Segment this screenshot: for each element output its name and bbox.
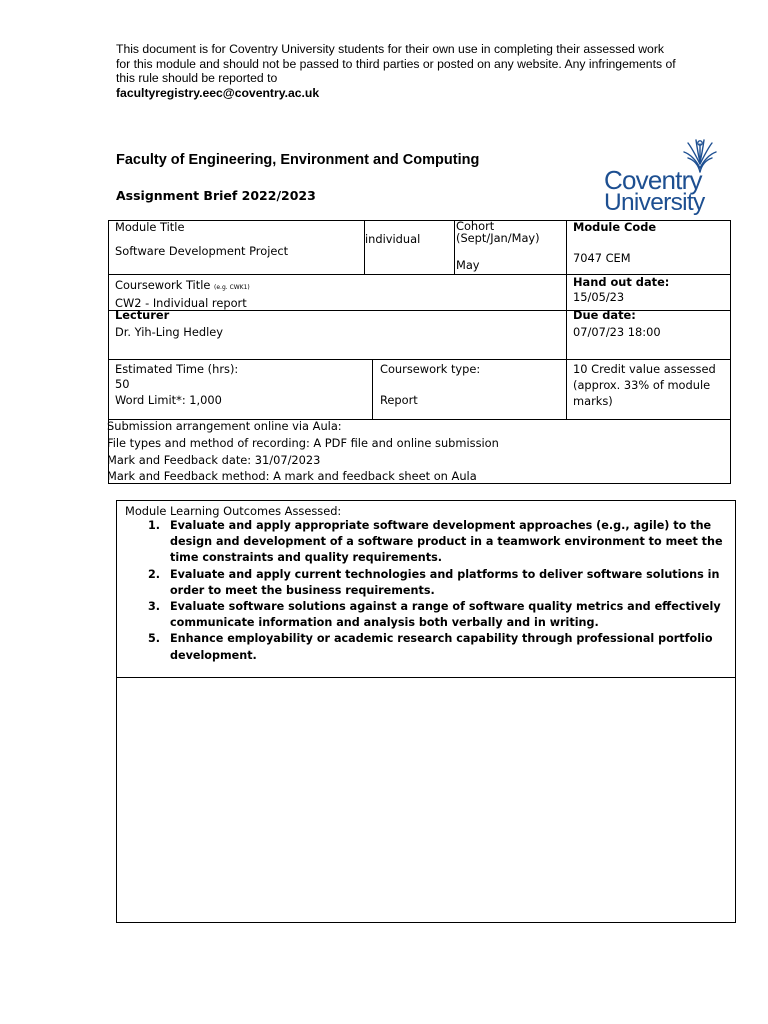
lecturer-value: Dr. Yih-Ling Hedley: [115, 325, 223, 339]
coursework-type-value: Report: [380, 393, 418, 407]
faculty-title: Faculty of Engineering, Environment and Computing: [116, 152, 480, 168]
coursework-title-label: [115, 278, 250, 295]
module-code-value: 7047 CEM: [573, 251, 631, 265]
learning-outcome-item: 2. Evaluate and apply current technologies and platforms to deliver software solutions in order to meet the business requirements.: [148, 567, 720, 597]
mark-feedback-method: Mark and Feedback method: A mark and feedback sheet on Aula: [107, 469, 477, 483]
submission-cell: [108, 419, 731, 484]
module-title-value: Software Development Project: [115, 244, 289, 258]
handout-date-cell: [566, 274, 731, 311]
coursework-title-example: (e.g. CWK1): [214, 284, 250, 291]
assignment-brief-title: Assignment Brief 2022/2023: [116, 188, 316, 203]
handout-date-value: 15/05/23: [573, 290, 625, 304]
word-limit: Word Limit*: 1,000: [115, 393, 222, 407]
learning-outcome-item: 5. Enhance employability or academic research capability through professional portfolio development.: [148, 632, 713, 662]
mark-feedback-date: Mark and Feedback date: 31/07/2023: [107, 453, 321, 467]
estimated-time-cell: [108, 359, 373, 420]
coursework-type-cell: [372, 359, 567, 420]
cohort-value: May: [456, 258, 480, 272]
logo-word-university: University: [604, 189, 705, 216]
due-date-value: 07/07/23 18:00: [573, 325, 661, 339]
module-title-cell: [108, 220, 365, 275]
learning-outcomes-label: Module Learning Outcomes Assessed:: [125, 504, 342, 518]
coursework-title-label-text: Coursework Title: [115, 278, 211, 292]
due-date-cell: [566, 310, 731, 360]
usage-notice-text: This document is for Coventry University students for their own use in completing their assessed work for this module and should not be passed to third parties or posted on any website. Any infringements of this rule should be reported to: [116, 42, 676, 86]
credit-line-2: (approx. 33% of module: [573, 378, 711, 392]
file-types: File types and method of recording: A PDF file and online submission: [107, 436, 499, 450]
estimated-time-label: Estimated Time (hrs):: [115, 362, 239, 376]
estimated-time-value: 50: [115, 377, 130, 391]
logo-word-coventry: Coventry: [604, 165, 702, 195]
cohort-sub-label: (Sept/Jan/May): [456, 231, 540, 245]
credit-line-1: 10 Credit value assessed: [573, 362, 716, 376]
lecturer-label: Lecturer: [115, 308, 170, 322]
cohort-cell: [454, 220, 567, 275]
learning-outcomes-box: [116, 500, 736, 678]
submission-arrangement: Submission arrangement online via Aula:: [107, 419, 342, 433]
credit-value-cell: [566, 359, 731, 420]
learning-outcomes-list: [139, 518, 729, 664]
due-date-label: Due date:: [573, 308, 636, 322]
learning-outcome-item: 1. Evaluate and apply appropriate software development approaches (e.g., agile) to the design and development of a software product in a teamwork environment to meet the time constraints and quality requirements.: [148, 519, 723, 565]
blank-content-box: [116, 677, 736, 923]
coursework-title-cell: [108, 274, 567, 311]
coursework-type-label: Coursework type:: [380, 362, 481, 376]
handout-date-label: Hand out date:: [573, 275, 670, 289]
lecturer-cell: [108, 310, 567, 360]
mode-cell: [364, 220, 455, 275]
module-title-label: Module Title: [115, 220, 185, 234]
cohort-label: Cohort: [456, 219, 495, 233]
mode-value: individual: [365, 232, 421, 246]
module-code-cell: [566, 220, 731, 275]
coventry-university-logo: [600, 138, 724, 220]
credit-line-3: marks): [573, 394, 613, 408]
registry-email: facultyregistry.eec@coventry.ac.uk: [116, 85, 320, 100]
learning-outcome-item: 3. Evaluate software solutions against a range of software quality metrics and effectively communicate information and analysis both verbally and in writing.: [148, 600, 721, 630]
coursework-title-value: CW2 - Individual report: [115, 296, 247, 310]
module-code-label: Module Code: [573, 220, 657, 234]
usage-notice: [116, 42, 676, 100]
